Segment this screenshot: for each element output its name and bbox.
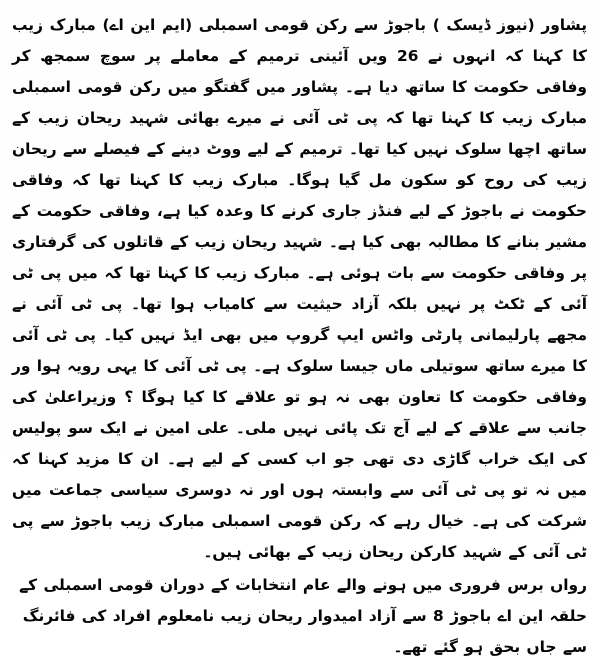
article-body bbox=[12, 10, 587, 663]
article-paragraph: رواں برس فروری میں ہونے والے عام انتخابات کے دوران قومی اسمبلی کے حلقہ این اے باجوڑ 8 سے آزاد امیدوار ریحان زیب نامعلوم افراد کی فائرنگ سے جاں بحق ہو گئے تھے۔ bbox=[19, 576, 587, 656]
article-paragraph: پشاور (نیوز ڈیسک ) باجوڑ سے رکن قومی اسمبلی (ایم این اے) مبارک زیب کا کہنا کہ انہوں نے 26 ویں آئینی ترمیم کے معاملے پر سوچ سمجھ کر وفاقی حکومت کا ساتھ دیا ہے۔ پشاور میں گفتگو میں رکن قومی اسمبلی مبارک زیب کا کہنا تھا کہ پی ٹی آئی نے میرے بھائی شہید ریحان زیب کے ساتھ اچھا سلوک نہیں کیا تھا۔ ترمیم کے لیے ووٹ دینے کے فیصلے سے ریحان زیب کی روح کو سکون مل گیا ہوگا۔ مبارک زیب کا کہنا تھا کہ وفاقی حکومت نے باجوڑ کے لیے فنڈز جاری کرنے کا وعدہ کیا ہے، وفاقی حکومت کے مشیر بنانے کا مطالبہ بھی کیا ہے۔ شہید ریحان زیب کے قاتلوں کی گرفتاری پر وفاقی حکومت سے بات ہوئی ہے۔ مبارک زیب کا کہنا تھا کہ میں پی ٹی آئی کے ٹکٹ پر نہیں بلکہ آزاد حیثیت سے کامیاب ہوا تھا۔ پی ٹی آئی نے مجھے پارلیمانی پارٹی واٹس ایپ گروپ میں بھی ایڈ نہیں کیا۔ پی ٹی آئی کا میرے ساتھ سوتیلی ماں جیسا سلوک ہے۔ پی ٹی آئی کا یہی رویہ ہوا ور وفاقی حکومت کا تعاون بھی نہ ہو تو علاقے کا کیا ہوگا ؟ وزیراعلیٰ کی جانب سے علاقے کے لیے آج تک پائی نہیں ملی۔ علی امین نے ایک سو پولیس کی ایک خراب گاڑی دی تھی جو اب کسی کے لیے ہے۔ ان کا مزید کہنا کہ میں نہ تو پی ٹی آئی سے وابستہ ہوں اور نہ دوسری سیاسی جماعت میں شرکت کی ہے۔ خیال رہے کہ رکن قومی اسمبلی مبارک زیب باجوڑ سے پی ٹی آئی کے شہید کارکن ریحان زیب کے بھائی ہیں۔ bbox=[12, 16, 588, 561]
